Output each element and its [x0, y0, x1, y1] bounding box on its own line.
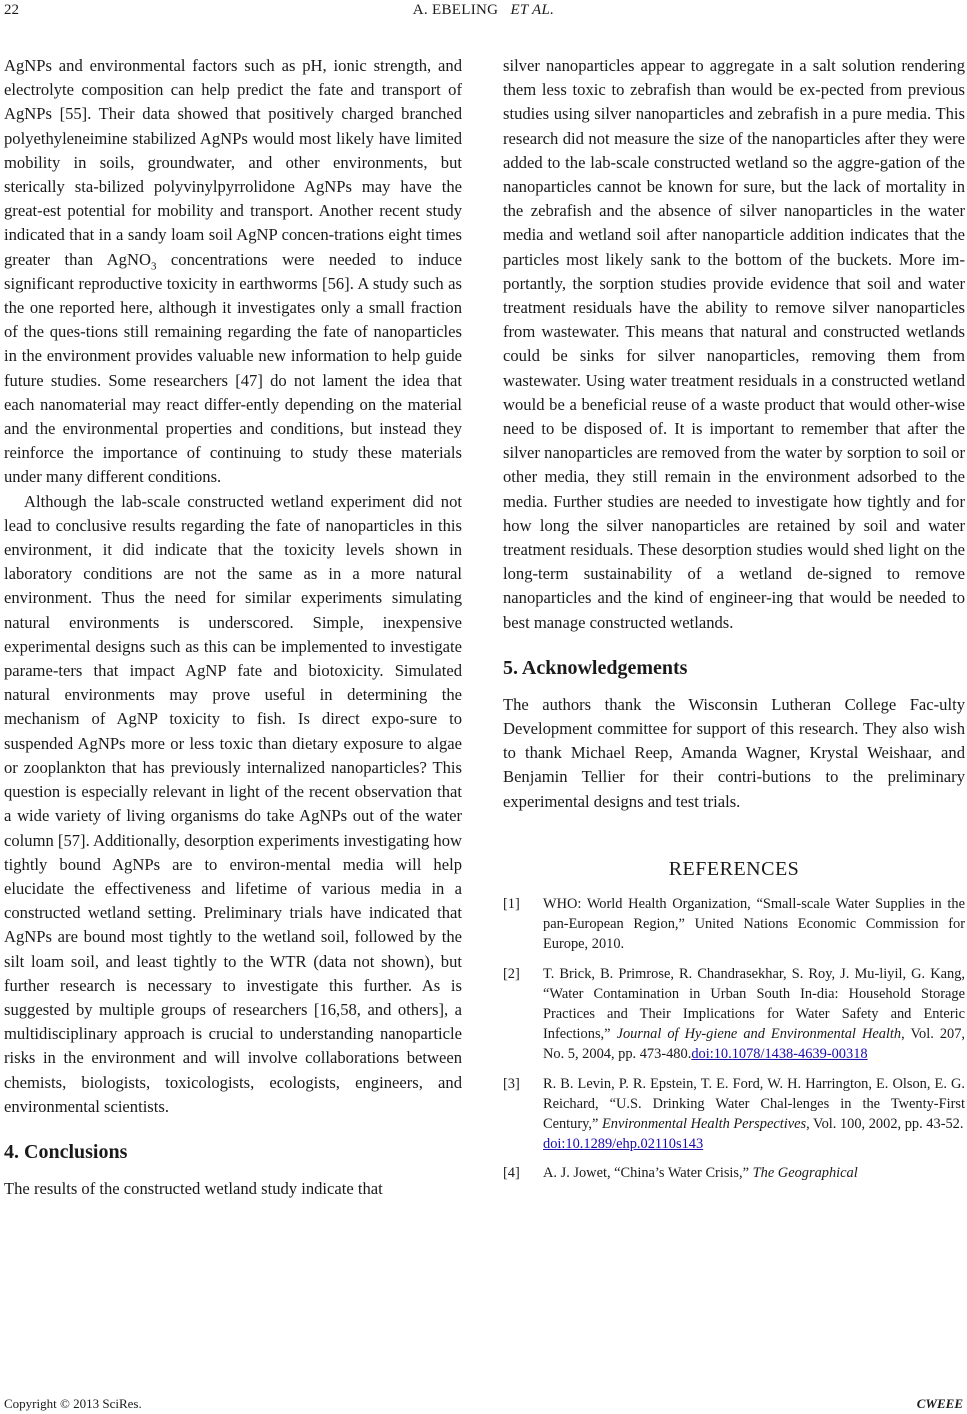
left-column [4, 54, 462, 1201]
reference-item [503, 1163, 965, 1183]
paragraph: silver nanoparticles appear to aggregate in a salt solution rendering them less toxic to zebrafish than would be ex-pected from previous studies using silver nanoparticles and zebrafish in a pure media. This research did not measure the size of the nanoparticles after they were added to the lab-scale constructed wetland so the aggre-gation of the nanoparticles cannot be known for sure, but the lack of mortality in the zebrafish and the absence of silver nanoparticles in the water media and wetland soil after nanoparticle addition indicates that the particles most likely sank to the bottom of the buckets. More im-portantly, the sorption studies provide evidence that soil and water treatment residuals have the ability to remove silver nanoparticles from wastewater. This means that natural and constructed wetlands could be sinks for silver nanoparticles, removing them from wastewater. Using water treatment residuals in a constructed wetland would be a beneficial reuse of a waste product that would other-wise need to be disposed of. It is important to remember that after the silver nanoparticles are removed from the water by sorption to soil or other media, they still remain in the environment adsorbed to the media. Further studies are needed to investigate how tightly and for how long the silver nanoparticles are retained by soil and water treatment residuals. These desorption studies would shed light on the long-term sustainability of a wetland de-signed to remove nanoparticles and the kind of engineer-ing that would be needed to best manage constructed wetlands. [503, 56, 965, 632]
references-heading: REFERENCES [668, 857, 800, 880]
reference-number: [3] [503, 1075, 520, 1092]
reference-authors-title: R. B. Levin, P. R. Epstein, T. E. Ford, W. H. Harrington, E. Olson, E. G. Reichard, “U.S. Drinking Water Chal-lenges in the Twenty-First Century,” [543, 1075, 965, 1132]
doi-link[interactable]: doi:10.1289/ehp.02110s143 [543, 1136, 704, 1153]
reference-item [503, 894, 965, 955]
reference-text: WHO: World Health Organization, “Small-scale Water Supplies in the pan-European Region,” United Nations Economic Commission for Europe, 2010. [543, 895, 965, 953]
section-heading-conclusions: 4. Conclusions [4, 1140, 128, 1163]
section-heading-acknowledgements: 5. Acknowledgements [503, 656, 688, 679]
paragraph-text: concentrations were needed to induce significant reproductive toxicity in earthworms [56]. A study such as the one reported here, although it investigates only a small fraction of the ques-tions still remaining regarding the fate of nanoparticles in the environment provides valuable new information to help guide future studies. Some researchers [47] do not lament the idea that each nanomaterial may react differ-ently depending on the material and the environmental properties and conditions, but instead they reinforce the importance of continuing to study these materials under many different conditions. [4, 249, 462, 487]
reference-journal: The Geographical [752, 1165, 858, 1182]
reference-number: [2] [503, 965, 520, 982]
reference-text [543, 964, 965, 1065]
page-header [0, 0, 967, 26]
running-title-author: A. EBELING [412, 2, 499, 18]
subscript: 3 [150, 259, 157, 272]
reference-item [503, 964, 965, 1065]
reference-number: [1] [503, 895, 520, 912]
journal-abbreviation: CWEEE [916, 1396, 963, 1411]
reference-item [503, 1074, 965, 1155]
paragraph [4, 54, 462, 490]
reference-journal: Journal of Hy-giene and Environmental Health [616, 1026, 902, 1043]
reference-text [543, 1074, 965, 1155]
page-number: 22 [4, 2, 19, 18]
reference-authors-title: T. Brick, B. Primrose, R. Chandrasekhar, S. Roy, J. Mu-liyil, G. Kang, “Water Contamination in Urban South In-dia: Household Storage Practices and Their Implications for Water Safety and Enteric Infections,” [543, 965, 965, 1043]
reference-authors-title: A. J. Jowet, “China’s Water Crisis,” [543, 1165, 753, 1182]
copyright-notice: Copyright © 2013 SciRes. [4, 1396, 142, 1411]
running-title [0, 2, 967, 19]
paragraph: Although the lab-scale constructed wetland experiment did not lead to conclusive results regarding the fate of nanoparticles in this environment, it did indicate that the toxicity levels shown in laboratory conditions are not the same as in a more natural environment. Thus the need for similar experiments simulating natural environments is underscored. Simple, inexpensive experimental designs such as this can be implemented to investigate parame-ters that impact AgNP fate and biotoxicity. Simulated natural environments may prove useful in determining the mechanism of AgNP toxicity to fish. Is direct expo-sure to suspended AgNPs more or less toxic than dietary exposure to algae or zooplankton that has previously internalized nanoparticles? This question is especially relevant in light of the recent observation that a wide variety of living organisms do take AgNPs out of the water column [57]. Additionally, desorption experiments investigating how tightly bound AgNPs are to environ-mental media will help elucidate the effectiveness and lifetime of various media in a constructed wetland setting. Preliminary trials have indicated that AgNPs are bound most tightly to the wetland soil, followed by the silt loam soil, and least tightly to the WTR (data not shown), but further research is necessary to investigate this further. As is suggested by multiple groups of researchers [16,58, and others], a multidisciplinary approach is crucial to understanding nanoparticle risks in the environment and will involve collaborations between chemists, biologists, toxicologists, ecologists, engineers, and environmental scientists. [4, 491, 462, 1116]
doi-link[interactable]: doi:10.1078/1438-4639-00318 [691, 1046, 868, 1063]
running-title-etal: ET AL. [510, 2, 555, 18]
paragraph: The authors thank the Wisconsin Lutheran College Fac-ulty Development committee for support of this research. They also wish to thank Michael Reep, Amanda Wagner, Krystal Weishaar, and Benjamin Tellier for their contri-butions to the preliminary experimental designs and test trials. [503, 694, 965, 811]
reference-details: , Vol. 100, 2002, pp. 43-52. [806, 1115, 964, 1132]
paragraph-text: AgNPs and environmental factors such as pH, ionic strength, and electrolyte composition can help predict the fate and transport of AgNPs [55]. Their data showed that positively charged branched polyethyleneimine stabilized AgNPs would most likely have limited mobility in soils, groundwater, and other environments, but sterically sta-bilized polyvinylpyrrolidone AgNPs may have the great-est potential for mobility and transport. Another recent study indicated that in a sandy loam soil AgNP concen-trations eight times greater than AgNO [4, 56, 462, 269]
reference-journal: Environmental Health Perspectives [602, 1115, 807, 1132]
reference-details: , Vol. 207, No. 5, 2004, pp. 473-480. [543, 1026, 966, 1063]
paragraph: The results of the constructed wetland study indicate that [4, 1178, 383, 1198]
reference-number: [4] [503, 1165, 520, 1182]
reference-text [543, 1163, 965, 1183]
right-column [503, 54, 965, 1193]
